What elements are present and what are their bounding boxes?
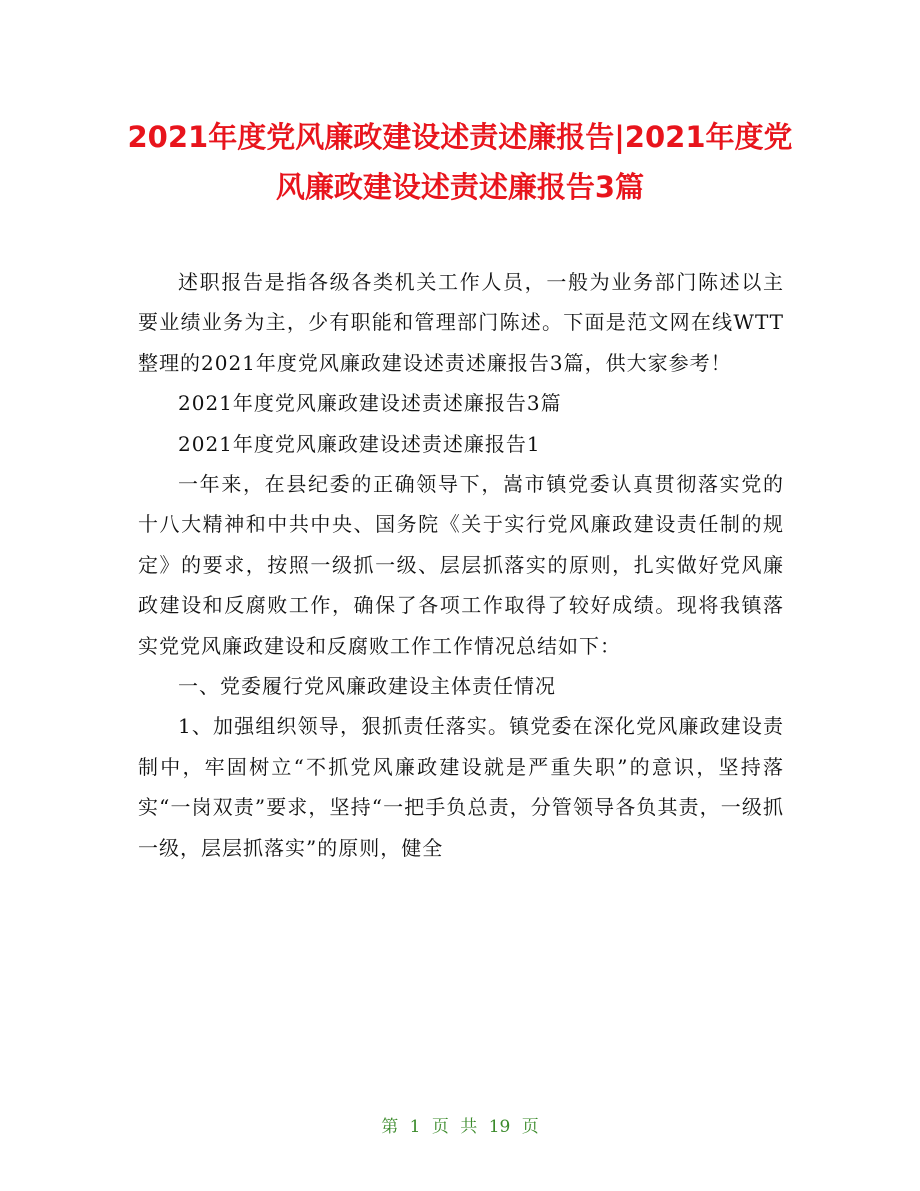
- footer-page-label: 第: [381, 1117, 399, 1137]
- paragraph-intro: 述职报告是指各级各类机关工作人员，一般为业务部门陈述以主要业绩业务为主，少有职能和管理部门陈述。下面是范文网在线WTT整理的2021年度党风廉政建设述责述廉报告3篇，供大家参考！: [138, 270, 784, 375]
- paragraph-point-1: 1、加强组织领导，狠抓责任落实。镇党委在深化党风廉政建设责制中，牢固树立“不抓党风廉政建设就是严重失职”的意识，坚持落实“一岗双责”要求，坚持“一把手负总责，分管领导各负其责，一级抓一级，层层抓落实”的原则，健全: [138, 714, 784, 860]
- footer-total-label: 共: [460, 1117, 478, 1137]
- paragraph-report-heading: 2021年度党风廉政建设述责述廉报告1: [178, 431, 541, 456]
- page-footer: [0, 1115, 920, 1139]
- footer-total-unit: 页: [521, 1117, 539, 1137]
- paragraph-summary: 一年来，在县纪委的正确领导下，嵩市镇党委认真贯彻落实党的十八大精神和中共中央、国务院《关于实行党风廉政建设责任制的规定》的要求，按照一级抓一级、层层抓落实的原则，扎实做好党风廉政建设和反腐败工作，确保了各项工作取得了较好成绩。现将我镇落实党党风廉政建设和反腐败工作工作情况总结如下：: [138, 472, 784, 658]
- footer-page-unit: 页: [431, 1117, 449, 1137]
- footer-total-pages: 19: [488, 1117, 511, 1137]
- footer-current-page: 1: [409, 1117, 421, 1137]
- document-body: [138, 262, 784, 868]
- paragraph-subtitle: 2021年度党风廉政建设述责述廉报告3篇: [178, 391, 562, 416]
- document-title: 2021年度党风廉政建设述责述廉报告|2021年度党风廉政建设述责述廉报告3篇: [127, 120, 793, 204]
- paragraph-section-heading: 一、党委履行党风廉政建设主体责任情况: [178, 674, 556, 699]
